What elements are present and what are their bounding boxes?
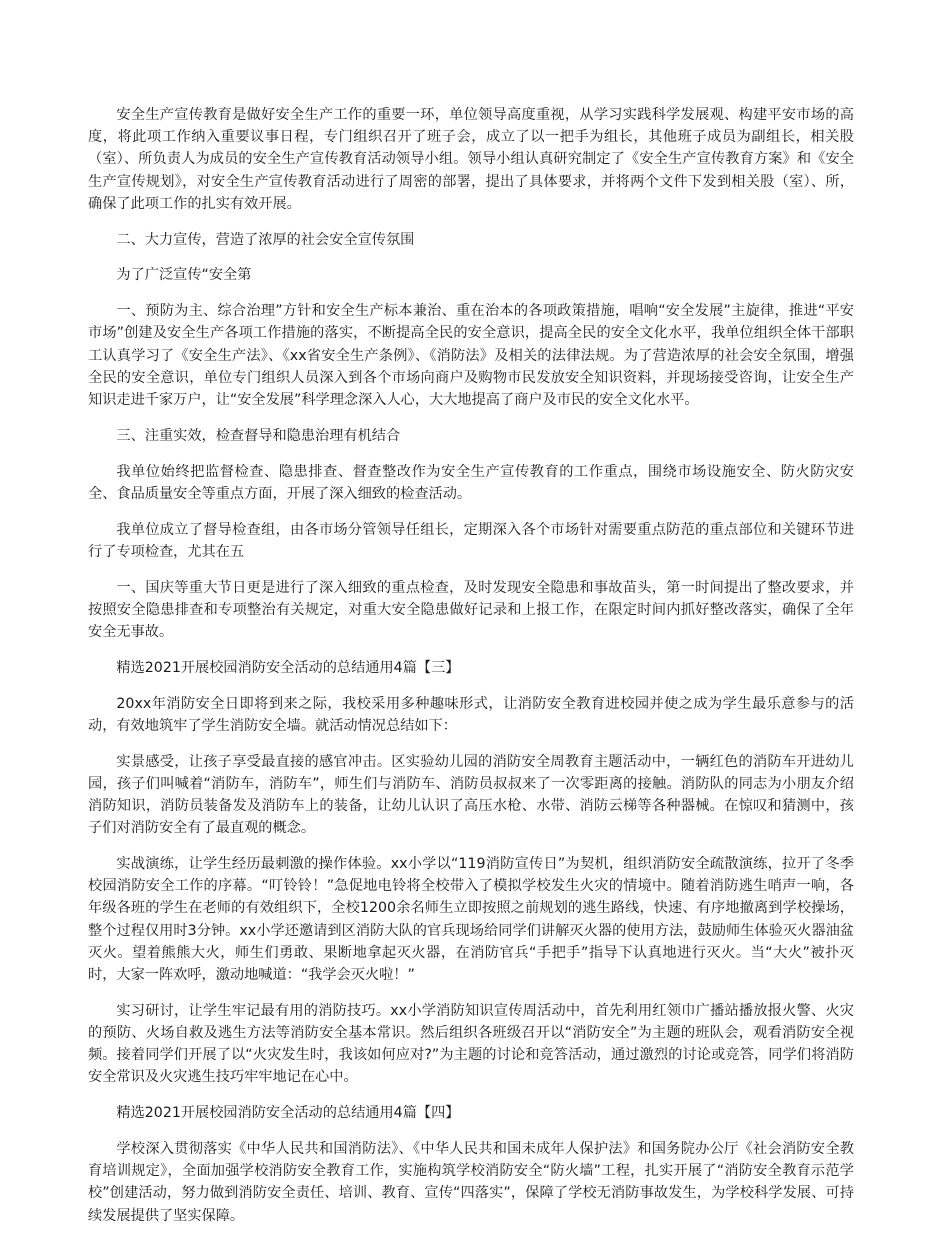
- paragraph-fire-safety-day: 20xx年消防安全日即将到来之际，我校采用多种趣味形式，让消防安全教育进校园并使之成为学生最乐意参与的活动，有效地筑牢了学生消防安全墙。就活动情况总结如下：: [88, 695, 854, 734]
- paragraph-kindergarten-experience: 实景感受，让孩子享受最直接的感官冲击。区实验幼儿园的消防安全周教育主题活动中，一辆红色的消防车开进幼儿园，孩子们叫喊着“消防车，消防车”，师生们与消防车、消防员叔叔来了一次零距离的接触。消防队的同志为小朋友介绍消防知识，消防员装备发及消防车上的装备，让幼儿认识了高压水枪、水带、消防云梯等各种器械。在惊叹和猜测中，孩子们对消防安全有了最直观的概念。: [88, 753, 854, 837]
- paragraph-fire-skills-study: 实习研讨，让学生牢记最有用的消防技巧。xx小学消防知识宣传周活动中，首先利用红领巾广播站播放报火警、火灾的预防、火场自救及逃生方法等消防安全基本常识。然后组织各班级召开以“消防安全”为主题的班队会，观看消防安全视频。接着同学们开展了以“火灾发生时，我该如何应对?”为主题的讨论和竞答活动，通过激烈的讨论或竞答，同学们将消防安全常识及火灾逃生技巧牢牢地记在心中。: [88, 1002, 854, 1086]
- document-body: [88, 104, 854, 1240]
- paragraph-evacuation-drill: 实战演练，让学生经历最刺激的操作体验。xx小学以“119消防宣传日”为契机，组织消防安全疏散演练，拉开了冬季校园消防安全工作的序幕。“叮铃铃！”急促地电铃将全校带入了模拟学校发生火灾的情境中。随着消防逃生哨声一响，各年级各班的学生在老师的有效组织下，全校1200余名师生立即按照之前规划的逃生路线，快速、有序地撤离到学校操场，整个过程仅用时3分钟。xx小学还邀请到区消防大队的官兵现场给同学们讲解灭火器的使用方法，鼓励师生体验灭火器油盆灭火。望着熊熊大火，师生们勇敢、果断地拿起灭火器，在消防官兵“手把手”指导下认真地进行灭火。当“大火”被扑灭时，大家一阵欢呼，激动地喊道：“我学会灭火啦！”: [88, 856, 854, 984]
- paragraph-inspection-group: 我单位成立了督导检查组，由各市场分管领导任组长，定期深入各个市场针对需要重点防范的重点部位和关键环节进行了专项检查，尤其在五: [88, 521, 854, 560]
- section-heading-inspection: 三、注重实效，检查督导和隐患治理有机结合: [116, 427, 401, 444]
- paragraph-publicity-intro: 为了广泛宣传“安全第: [116, 267, 252, 284]
- paragraph-safety-policy: 一、预防为主、综合治理”方针和安全生产标本兼治、重在治本的各项政策措施，唱响“安全发展”主旋律，推进“平安市场”创建及安全生产各项工作措施的落实，不断提高全民的安全意识，提高全民的安全文化水平，我单位组织全体干部职工认真学习了《安全生产法》、《xx省安全生产条例》、《消防法》及相关的法律法规。为了营造浓厚的社会安全氛围，增强全民的安全意识，单位专门组织人员深入到各个市场向商户及购物市民发放安全知识资料，并现场接受咨询，让安全生产知识走进千家万户，让“安全发展”科学理念深入人心，大大地提高了商户及市民的安全文化水平。: [88, 303, 854, 409]
- paragraph-leadership-setup: 安全生产宣传教育是做好安全生产工作的重要一环，单位领导高度重视，从学习实践科学发展观、构建平安市场的高度，将此项工作纳入重要议事日程，专门组织召开了班子会，成立了以一把手为组长，其他班子成员为副组长，相关股（室）、所负责人为成员的安全生产宣传教育活动领导小组。领导小组认真研究制定了《安全生产宣传教育方案》和《安全生产宣传规划》，对安全生产宣传教育活动进行了周密的部署，提出了具体要求，并将两个文件下发到相关股（室）、所，确保了此项工作的扎实有效开展。: [88, 107, 854, 212]
- section-heading-publicity: 二、大力宣传，营造了浓厚的社会安全宣传氛围: [116, 231, 415, 248]
- paragraph-school-firewall: 学校深入贯彻落实《中华人民共和国消防法》、《中华人民共和国未成年人保护法》和国务院办公厅《社会消防安全教育培训规定》，全面加强学校消防安全教育工作，实施构筑学校消防安全“防火墙”工程，扎实开展了“消防安全教育示范学校”创建活动，努力做到消防安全责任、培训、教育、宣传“四落实”，保障了学校无消防事故发生，为学校科学发展、可持续发展提供了坚实保障。: [88, 1141, 854, 1224]
- paragraph-inspection-focus: 我单位始终把监督检查、隐患排查、督查整改作为安全生产宣传教育的工作重点，围绕市场设施安全、防火防灾安全、食品质量安全等重点方面，开展了深入细致的检查活动。: [88, 463, 854, 502]
- article-heading-part-four: 精选2021开展校园消防安全活动的总结通用4篇【四】: [116, 1105, 460, 1122]
- paragraph-holiday-checks: 一、国庆等重大节日更是进行了深入细致的重点检查，及时发现安全隐患和事故苗头，第一时间提出了整改要求，并按照安全隐患排查和专项整治有关规定，对重大安全隐患做好记录和上报工作，在限定时间内抓好整改落实，确保了全年安全无事故。: [88, 579, 854, 641]
- article-heading-part-three: 精选2021开展校园消防安全活动的总结通用4篇【三】: [116, 659, 460, 676]
